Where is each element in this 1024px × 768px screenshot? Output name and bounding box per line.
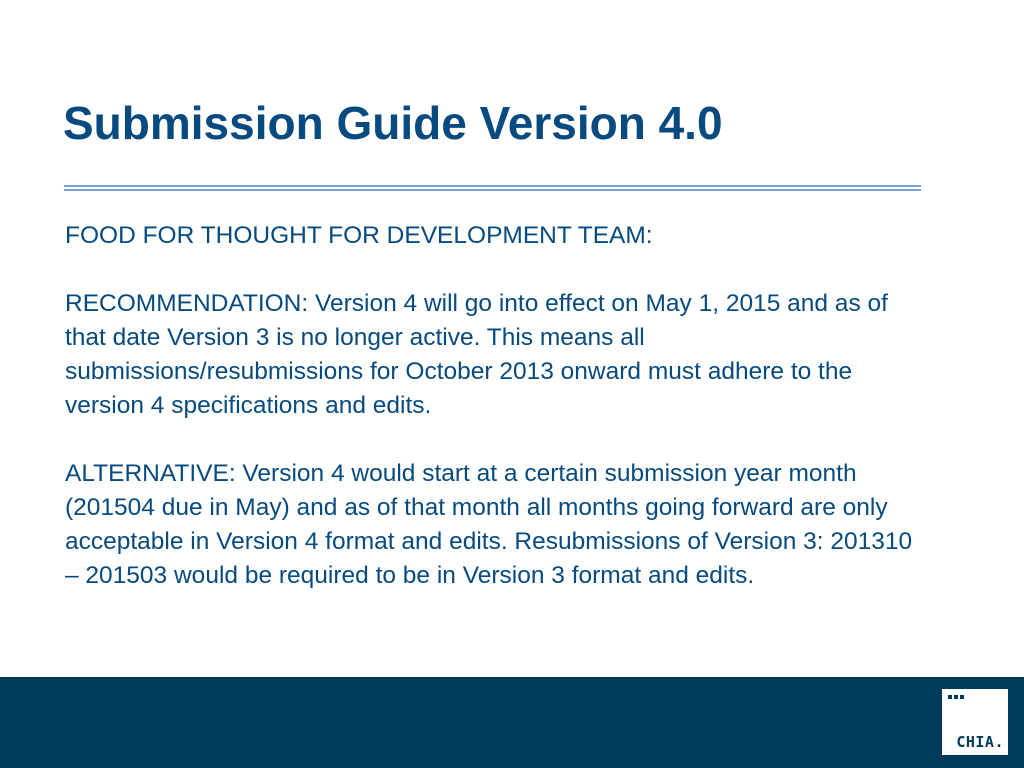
title-divider-line-top <box>64 185 921 187</box>
footer-band <box>0 677 1024 768</box>
body-heading-paragraph: FOOD FOR THOUGHT FOR DEVELOPMENT TEAM: <box>65 222 653 249</box>
alternative-paragraph: ALTERNATIVE: Version 4 would start at a certain submission year month (201504 due in May) and as of that month all months going forward are only acceptable in Version 4 format and edits. Resubmissions of Version 3: 201310 – 201503 would be required to be in Version 3 format and edits. <box>65 460 913 589</box>
logo-text: CHIA. <box>956 733 1004 751</box>
logo-dots-icon <box>948 695 966 699</box>
recommendation-paragraph: RECOMMENDATION: Version 4 will go into effect on May 1, 2015 and as of that date Version 3 is no longer active. This means all submissions/resubmissions for October 2013 onward must adhere to the version 4 specifications and edits. <box>65 290 888 419</box>
chia-logo <box>942 689 1008 755</box>
title-divider-line-bottom <box>64 189 921 191</box>
title-divider <box>64 185 921 191</box>
slide-title: Submission Guide Version 4.0 <box>63 97 723 149</box>
slide-body <box>65 219 925 627</box>
